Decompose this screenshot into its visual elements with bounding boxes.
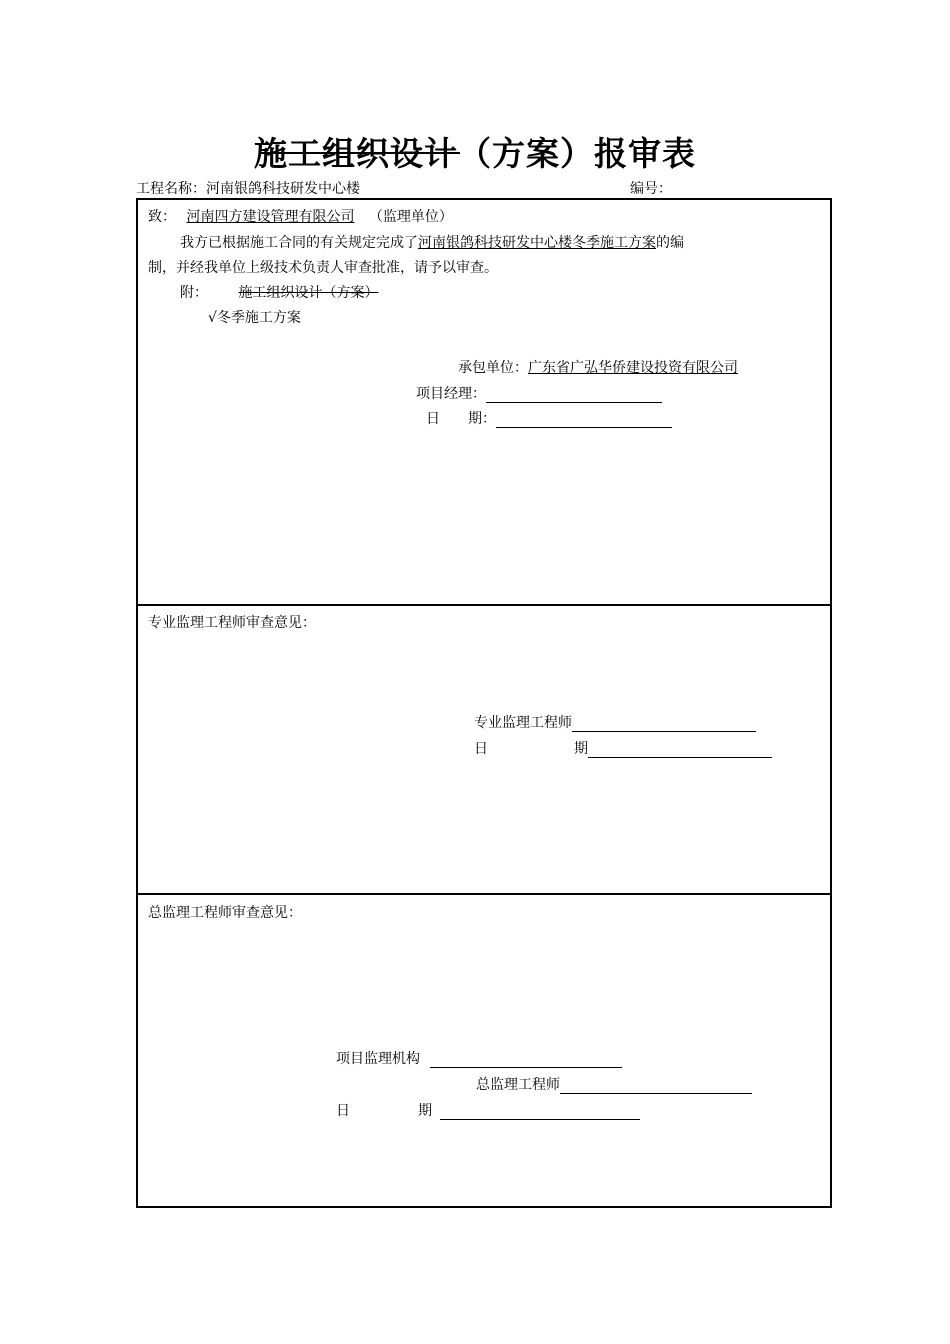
engineer-review-section xyxy=(136,604,832,894)
date-line-3 xyxy=(440,1105,640,1120)
contractor-name: 广东省广弘华侨建设投资有限公司 xyxy=(528,360,738,376)
supervision-role: （监理单位） xyxy=(368,209,453,225)
chief-sign-row xyxy=(476,1074,752,1094)
engineer-signature-line xyxy=(572,717,756,732)
date-label-1: 日 期： xyxy=(426,411,496,427)
attach-row xyxy=(180,282,378,302)
attach-option-1: 施工组织设计（方案） xyxy=(238,285,379,301)
date-row-1 xyxy=(426,408,672,428)
project-name-row xyxy=(136,178,360,198)
body-text-1: 我方已根据施工合同的有关规定完成了 xyxy=(180,235,418,251)
body-project: 河南银鸽科技研发中心楼冬季施工方案 xyxy=(418,235,656,251)
to-label: 致： xyxy=(148,209,176,225)
chief-review-heading: 总监理工程师审查意见： xyxy=(148,905,302,921)
engineer-label: 专业监理工程师 xyxy=(474,715,572,731)
page-title: 施工组织设计（方案）报审表 xyxy=(254,134,696,173)
contractor-label: 承包单位： xyxy=(458,360,528,376)
contractor-row xyxy=(458,357,738,377)
to-row xyxy=(148,206,453,226)
date-label-2b: 期 xyxy=(574,741,588,757)
date-line-1 xyxy=(496,413,672,428)
date-label-3b: 期 xyxy=(418,1103,432,1119)
date-label-2a: 日 xyxy=(474,741,488,757)
engineer-sign-row xyxy=(474,712,756,732)
title-strike-line xyxy=(260,152,460,154)
body-text-2: 的编 xyxy=(656,235,684,251)
pm-row xyxy=(416,383,662,403)
pm-signature-line xyxy=(486,388,662,403)
submission-section xyxy=(136,198,832,606)
attach-label: 附： xyxy=(180,285,208,301)
attach-option-2: √冬季施工方案 xyxy=(208,310,301,326)
project-label: 工程名称： xyxy=(136,181,206,197)
project-name: 河南银鸽科技研发中心楼 xyxy=(206,181,360,197)
engineer-review-heading: 专业监理工程师审查意见： xyxy=(148,615,316,631)
pm-label: 项目经理： xyxy=(416,386,486,402)
org-row xyxy=(336,1048,622,1068)
date-label-3a: 日 xyxy=(336,1103,350,1119)
org-label: 项目监理机构 xyxy=(336,1051,420,1067)
supervision-unit: 河南四方建设管理有限公司 xyxy=(186,209,355,225)
date-line-2 xyxy=(588,743,772,758)
number-label: 编号： xyxy=(630,181,672,197)
body-line-1 xyxy=(180,232,684,252)
chief-signature-line xyxy=(560,1079,752,1094)
date-row-3 xyxy=(336,1100,640,1120)
date-row-2 xyxy=(474,738,772,758)
chief-review-section xyxy=(136,893,832,1208)
body-line-2: 制，并经我单位上级技术负责人审查批准，请予以审查。 xyxy=(148,260,498,276)
chief-label: 总监理工程师 xyxy=(476,1077,560,1093)
org-signature-line xyxy=(430,1053,622,1068)
